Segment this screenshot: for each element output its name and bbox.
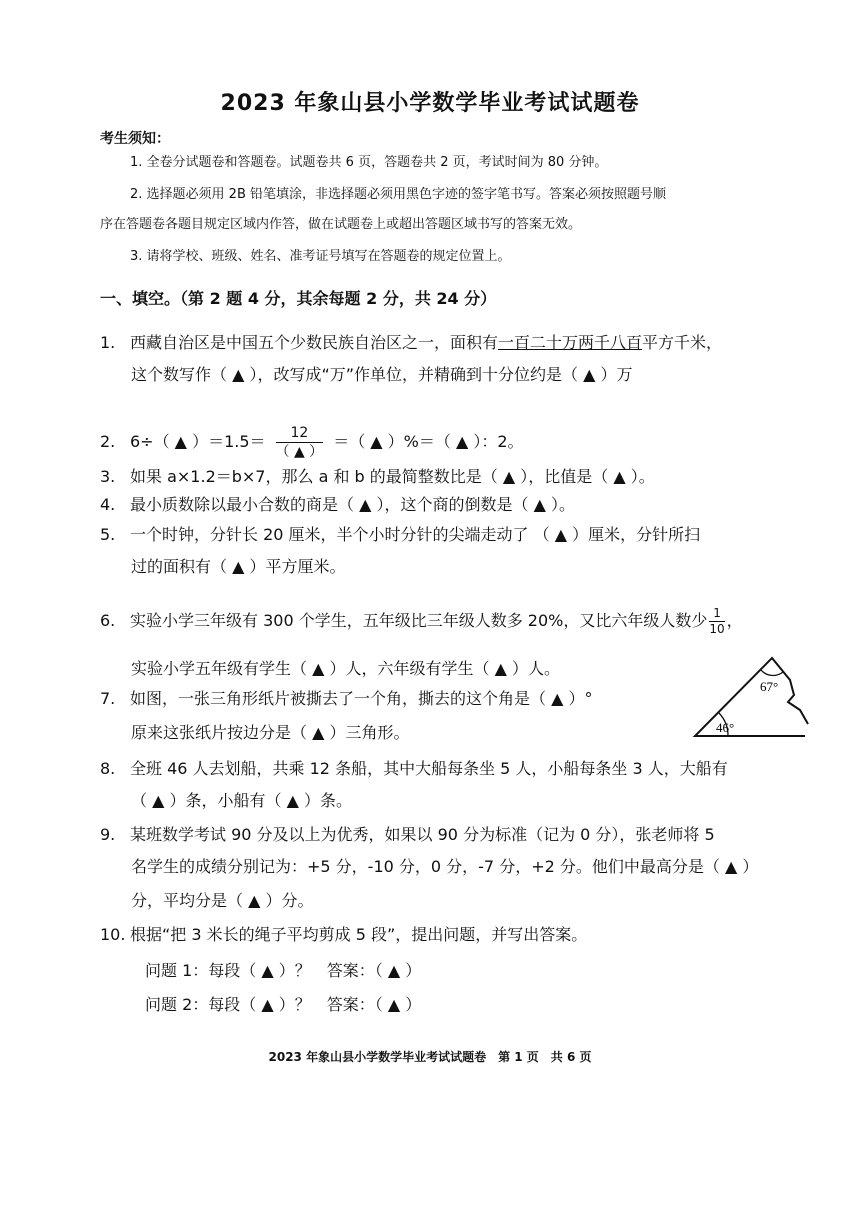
question-number: 2. [100, 432, 116, 451]
question-4 [100, 492, 800, 518]
q7-line-1: 如图，一张三角形纸片被撕去了一个角，撕去的这个角是（ ▲ ）° [130, 689, 593, 708]
q8-line-2: （ ▲ ）条，小船有（ ▲ ）条。 [131, 791, 352, 810]
q1-underlined-number: 一百二十万两千八百 [498, 333, 643, 352]
question-number: 3. [100, 467, 116, 486]
section-heading-fill-blank: 一、填空。（第 2 题 4 分，其余每题 2 分，共 24 分） [100, 289, 497, 308]
question-number: 7. [100, 689, 116, 708]
q9-line-3: 分，平均分是（ ▲ ）分。 [131, 891, 314, 910]
q5-line-1: 一个时钟，分针长 20 厘米，半个小时分针的尖端走动了 （ ▲ ）厘米，分针所扫 [130, 525, 701, 544]
question-10 [100, 922, 800, 948]
question-2 [100, 424, 800, 461]
question-number: 4. [100, 495, 116, 514]
question-number: 10. [100, 925, 126, 944]
q4-text: 最小质数除以最小合数的商是（ ▲ ），这个商的倒数是（ ▲ ）。 [130, 495, 575, 514]
q10-problem-2: 问题 2：每段（ ▲ ）？ 答案：（ ▲ ） [145, 995, 422, 1014]
q7-line-2: 原来这张纸片按边分是（ ▲ ）三角形。 [131, 723, 410, 742]
q8-line-1: 全班 46 人去划船，共乘 12 条船，其中大船每条坐 5 人，小船每条坐 3 人，大船有 [130, 759, 728, 778]
q10-line-1: 根据“把 3 米长的绳子平均剪成 5 段”，提出问题，并写出答案。 [130, 925, 588, 944]
page-title: 2023 年象山县小学数学毕业考试试题卷 [220, 91, 640, 116]
question-9 [100, 822, 800, 848]
notice-item-2a-text: 2. 选择题必须用 2B 铅笔填涂，非选择题必须用黑色字迹的签字笔书写。答案必须按照题号顺 [130, 187, 666, 202]
question-8 [100, 756, 800, 782]
question-5 [100, 522, 800, 548]
q6-fraction-denominator: 10 [709, 622, 725, 636]
question-number: 8. [100, 759, 116, 778]
q6-fraction [709, 606, 724, 637]
q6-line-2: 实验小学五年级有学生（ ▲ ）人，六年级有学生（ ▲ ）人。 [131, 659, 560, 678]
q1-line-2: 这个数写作（ ▲ ），改写成“万”作单位，并精确到十分位约是（ ▲ ）万 [131, 365, 633, 384]
q5-line-2: 过的面积有（ ▲ ）平方厘米。 [131, 557, 346, 576]
angle-label-top: 67° [760, 679, 779, 694]
notice-item-1-text: 1. 全卷分试题卷和答题卷。试题卷共 6 页，答题卷共 2 页，考试时间为 80 分钟。 [130, 155, 608, 170]
question-number: 1. [100, 333, 116, 352]
notice-item-1 [100, 150, 790, 176]
torn-triangle-figure [690, 650, 840, 745]
question-number: 6. [100, 611, 116, 630]
question-number: 9. [100, 825, 116, 844]
notice-item-3-text: 3. 请将学校、班级、姓名、准考证号填写在答题卷的规定位置上。 [130, 249, 511, 264]
q2-fraction-numerator: 12 [276, 424, 324, 443]
q9-line-1: 某班数学考试 90 分及以上为优秀，如果以 90 分为标准（记为 0 分），张老师将 5 [130, 825, 715, 844]
q6-text-pre: 实验小学三年级有 300 个学生，五年级比三年级人数多 20%，又比六年级人数少 [130, 611, 708, 630]
question-3 [100, 464, 800, 490]
angle-label-left: 46° [716, 720, 735, 735]
q1-text-pre: 西藏自治区是中国五个少数民族自治区之一，面积有 [130, 333, 499, 352]
page-footer: 2023 年象山县小学数学毕业考试试题卷 第 1 页 共 6 页 [268, 1050, 592, 1064]
q2-fraction [276, 424, 324, 461]
q6-fraction-numerator: 1 [709, 606, 724, 622]
q6-text-post: ， [726, 611, 743, 630]
question-1 [100, 330, 800, 356]
question-6 [100, 606, 800, 637]
notice-item-3 [100, 244, 790, 270]
q10-problem-1: 问题 1：每段（ ▲ ）？ 答案：（ ▲ ） [145, 961, 422, 980]
notice-item-2b-text: 序在答题卷各题目规定区域内作答，做在试题卷上或超出答题区域书写的答案无效。 [100, 217, 582, 232]
q2-fraction-denominator: （ ▲ ） [275, 444, 324, 460]
triangle-outline [695, 658, 808, 736]
q2-text-pre: 6÷（ ▲ ）＝1.5＝ [130, 432, 266, 451]
q2-text-post: ＝（ ▲ ）%＝（ ▲ ）：2。 [333, 432, 524, 451]
angle-arc-top [761, 670, 783, 675]
q9-line-2: 名学生的成绩分别记为：+5 分，-10 分，0 分，-7 分，+2 分。他们中最高分是（ ▲ ） [131, 857, 759, 876]
q1-text-post: 平方千米， [642, 333, 723, 352]
notice-heading: 考生须知： [100, 131, 170, 147]
question-number: 5. [100, 525, 116, 544]
notice-item-2 [100, 182, 790, 238]
q3-text: 如果 a×1.2＝b×7，那么 a 和 b 的最简整数比是（ ▲ ），比值是（ ▲ ）。 [130, 467, 655, 486]
